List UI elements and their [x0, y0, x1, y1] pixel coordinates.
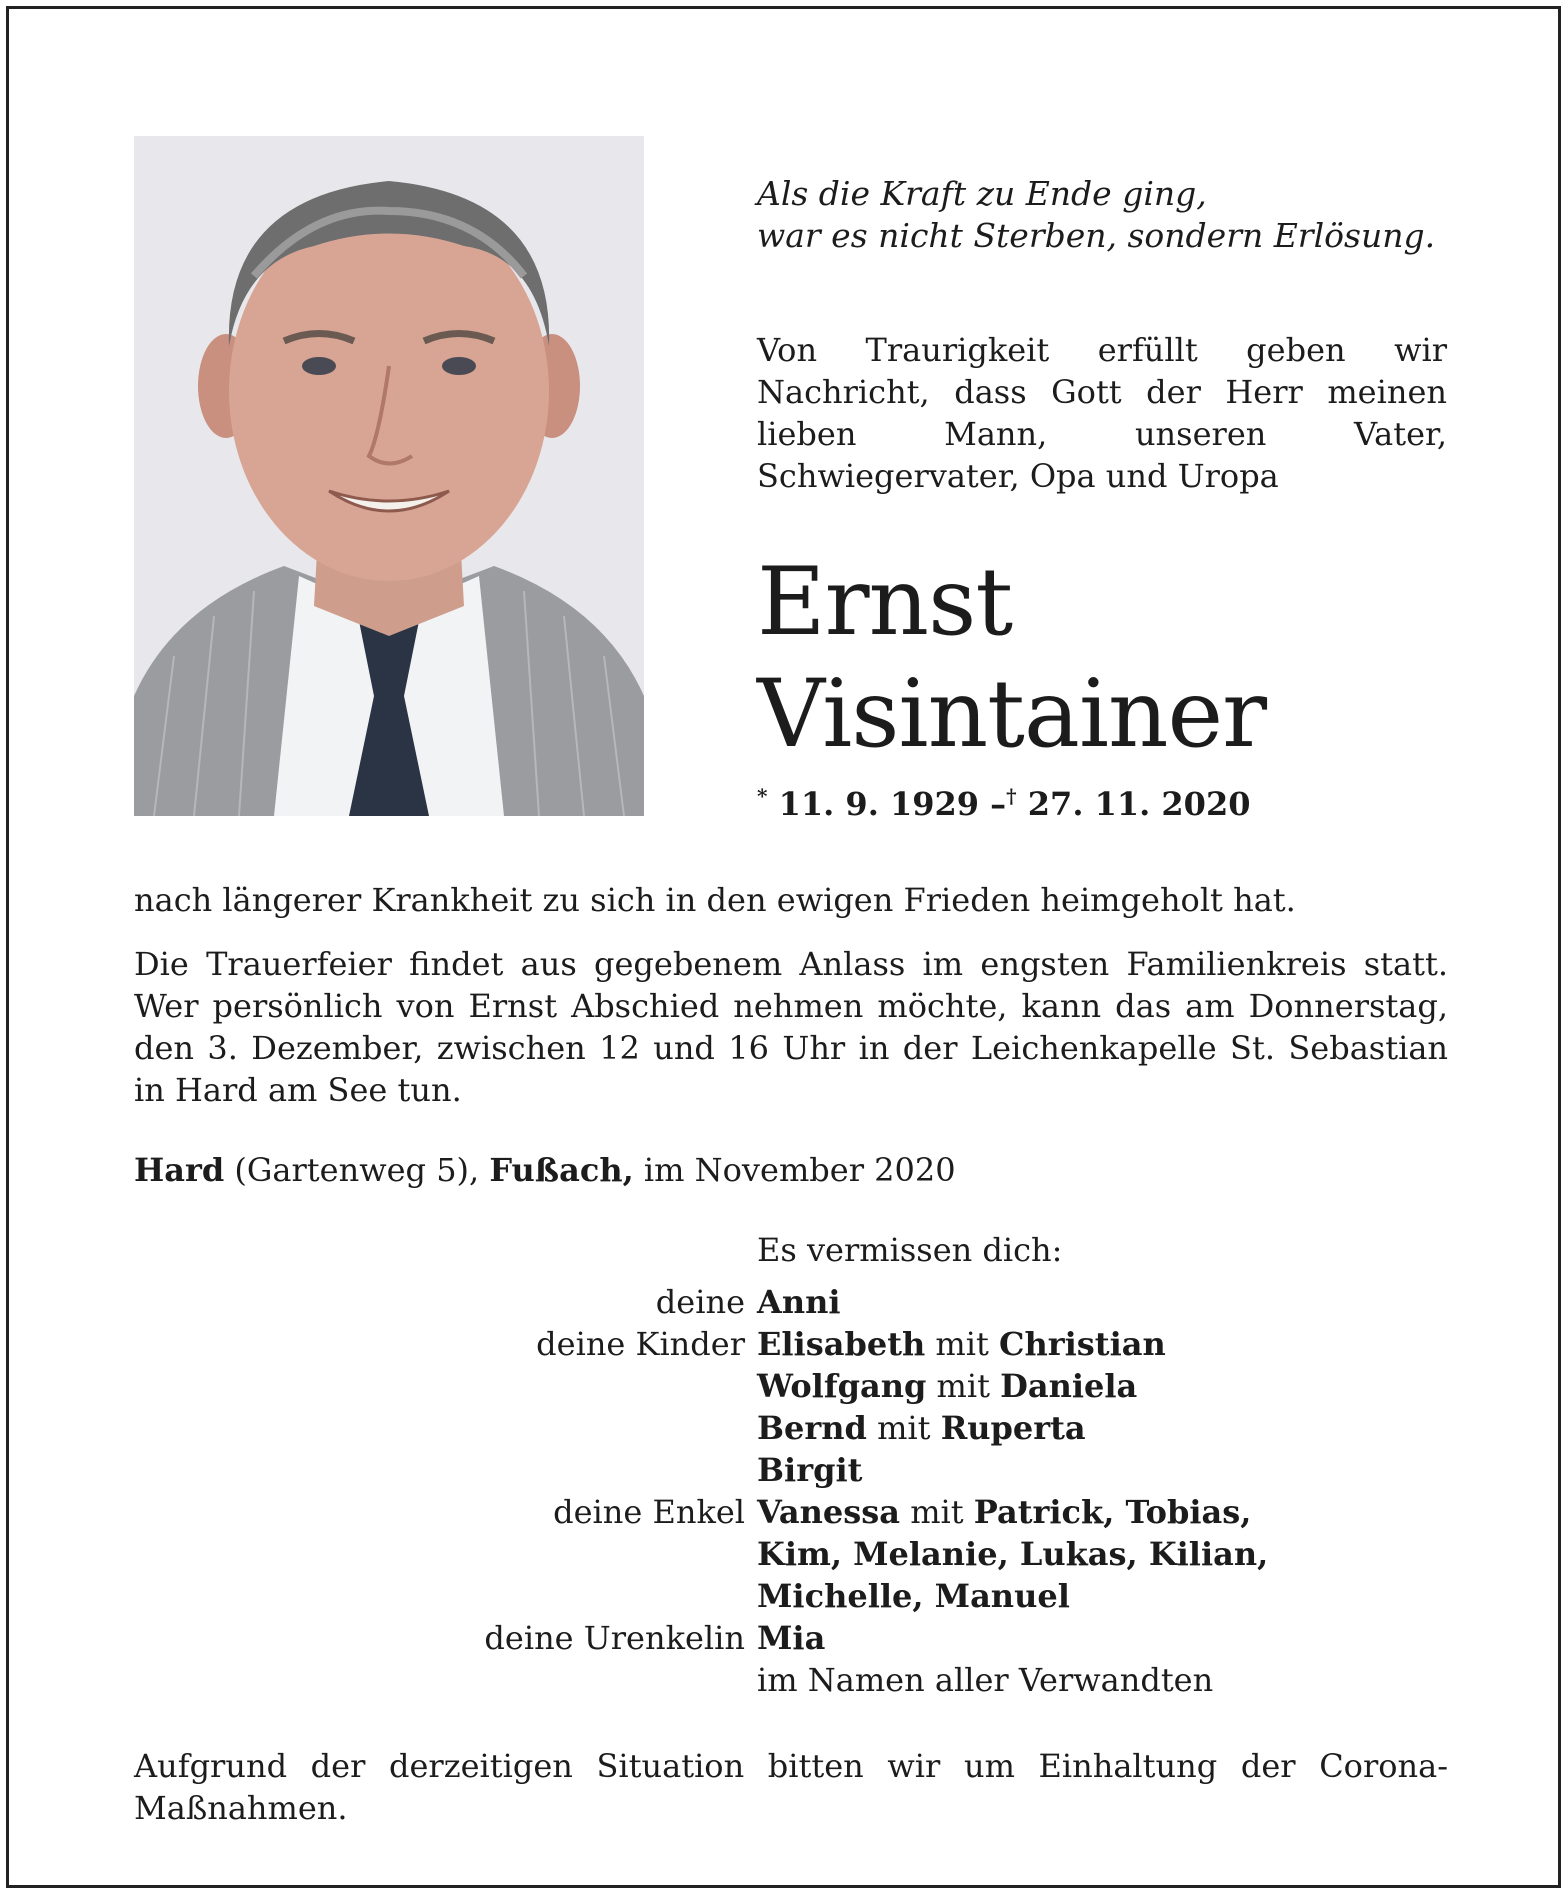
mourner-names [757, 1323, 1448, 1365]
mourner-row [134, 1407, 1448, 1449]
mourner-names [757, 1575, 1448, 1617]
mourner-names [757, 1365, 1448, 1407]
mourner-names [757, 1491, 1448, 1533]
mourners-heading: Es vermissen dich: [757, 1231, 1063, 1269]
mourners-list [134, 1281, 1448, 1701]
mourner-row [134, 1449, 1448, 1491]
footer-note: Aufgrund der derzeitigen Situation bitten wir um Einhaltung der Corona-Maßnahmen. [134, 1747, 1448, 1827]
death-date: 27. 11. 2020 [1027, 785, 1251, 823]
motto [757, 173, 1447, 257]
portrait-photo [134, 136, 644, 816]
address: (Gartenweg 5), [224, 1151, 490, 1189]
mourner-relation: deine Kinder [536, 1325, 745, 1363]
mourner-names [757, 1449, 1448, 1491]
mourner-row [134, 1533, 1448, 1575]
mourner-relation [134, 1407, 757, 1449]
mourner-name: Mia [757, 1619, 826, 1657]
mourner-connector: mit [925, 1325, 1000, 1363]
paragraph-homecoming: nach längerer Krankheit zu sich in den ewigen Frieden heimgeholt hat. [134, 881, 1296, 919]
deceased-name [757, 547, 1447, 771]
mourner-relation [134, 1449, 757, 1491]
mourner-name: Kim, Melanie, Lukas, Kilian, [757, 1535, 1269, 1573]
mourner-relation: deine Urenkelin [484, 1619, 745, 1657]
motto-line: Als die Kraft zu Ende ging, [757, 174, 1207, 213]
date-text: im November 2020 [633, 1151, 956, 1189]
mourner-name: Ruperta [940, 1409, 1086, 1447]
paragraph-funeral-info: Die Trauerfeier findet aus gegebenem Anlass im engsten Familienkreis statt. Wer persönlich von Ernst Abschied nehmen möchte, kann das am Donnerstag, den 3. Dezember, zwischen 12 und 16 Uhr in der Leichenkapelle St. Sebastian in Hard am See tun. [134, 945, 1448, 1109]
mourner-name: Bernd [757, 1409, 867, 1447]
last-name: Visintainer [757, 660, 1267, 769]
mourner-names [757, 1617, 1448, 1659]
place-hard: Hard [134, 1151, 225, 1189]
mourner-row [134, 1323, 1448, 1365]
mourner-relation [134, 1533, 757, 1575]
mourner-relation [134, 1659, 757, 1701]
mourner-names [757, 1407, 1448, 1449]
mourner-row [134, 1491, 1448, 1533]
mourner-row [134, 1575, 1448, 1617]
mourner-name: Christian [999, 1325, 1166, 1363]
mourner-names [757, 1659, 1448, 1701]
mourner-relation: deine Enkel [553, 1493, 745, 1531]
intro-text: Von Traurigkeit erfüllt geben wir Nachricht, dass Gott der Herr meinen lieben Mann, unseren Vater, Schwiegervater, Opa und Uropa [757, 331, 1447, 495]
mourner-row [134, 1365, 1448, 1407]
mourner-connector: mit [926, 1367, 1001, 1405]
mourner-name: Anni [757, 1283, 841, 1321]
first-name: Ernst [757, 548, 1013, 657]
mourner-names [757, 1281, 1448, 1323]
place-date-line [134, 1149, 1448, 1191]
birth-date: 11. 9. 1929 [778, 785, 980, 823]
mourner-row [134, 1617, 1448, 1659]
mourner-connector: mit [900, 1493, 974, 1531]
life-dates [757, 784, 1447, 823]
obituary-notice [6, 6, 1561, 1888]
mourner-name: Daniela [1000, 1367, 1138, 1405]
mourner-relation: deine [655, 1283, 745, 1321]
mourner-connector: im Namen aller Verwandten [757, 1661, 1214, 1699]
mourner-name: Michelle, Manuel [757, 1577, 1070, 1615]
mourner-name: Wolfgang [757, 1367, 927, 1405]
mourner-relation [134, 1575, 757, 1617]
mourner-relation [134, 1365, 757, 1407]
mourner-name: Elisabeth [757, 1325, 926, 1363]
mourner-row [134, 1281, 1448, 1323]
portrait-illustration [134, 136, 644, 816]
birth-symbol: * [757, 784, 768, 808]
mourner-name: Patrick, Tobias, [973, 1493, 1252, 1531]
date-separator: – [990, 785, 1007, 823]
mourner-name: Birgit [757, 1451, 863, 1489]
death-symbol: † [1006, 784, 1017, 808]
mourner-row [134, 1659, 1448, 1701]
mourner-names [757, 1533, 1448, 1575]
mourner-name: Vanessa [757, 1493, 901, 1531]
motto-line: war es nicht Sterben, sondern Erlösung. [757, 216, 1436, 255]
mourner-connector: mit [866, 1409, 941, 1447]
place-fussach: Fußach, [489, 1151, 634, 1189]
